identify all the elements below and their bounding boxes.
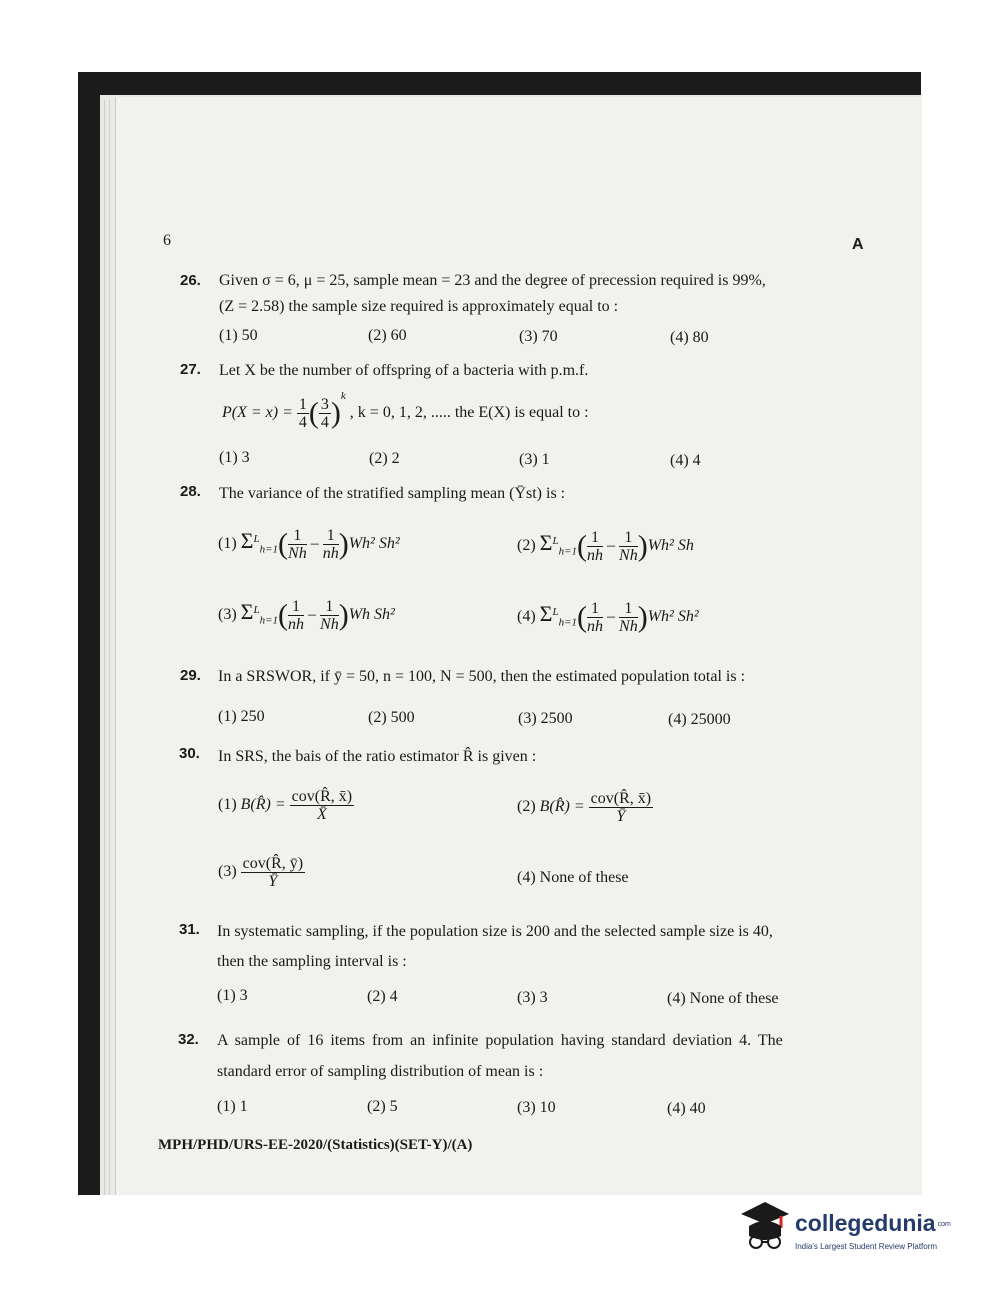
exam-page	[115, 97, 922, 1195]
question-number: 32.	[178, 1031, 199, 1048]
fraction	[587, 600, 603, 635]
sum-lower: h=1	[259, 543, 279, 556]
sum-upper: L	[552, 605, 559, 618]
option: (1) 1	[217, 1098, 248, 1115]
fraction	[288, 527, 307, 562]
paren: (	[308, 396, 319, 430]
fraction	[297, 396, 309, 431]
question-text: A sample of 16 items from an infinite population having standard deviation 4. The	[217, 1032, 783, 1049]
variance-option-3: (3) $\Sigma^L_{h=1}$( $\frac{1}{nh}$ – $\frac{1}{Nh}$ )Wh Sh²	[218, 598, 395, 633]
question-text: Given σ = 6, μ = 25, sample mean = 23 and the degree of precession required is 99%,	[219, 272, 766, 289]
fraction	[323, 527, 339, 562]
option-label: (2)	[517, 537, 536, 555]
sum-upper: L	[552, 534, 559, 547]
fraction	[619, 600, 638, 635]
numerator: 1	[320, 598, 339, 616]
option: (3) 10	[517, 1099, 556, 1116]
option-label: (4)	[517, 608, 536, 626]
question-number: 27.	[180, 361, 201, 378]
option: (1) 250	[218, 708, 265, 725]
bias-option-4	[517, 869, 629, 887]
denominator: Ȳ	[268, 873, 278, 890]
option-tail: Wh² Sh²	[647, 608, 699, 626]
exponent: k	[340, 390, 346, 402]
paren: )	[637, 600, 648, 634]
denominator: X̄	[316, 806, 327, 823]
fraction	[320, 598, 339, 633]
question-text: In SRS, the bais of the ratio estimator R̂ is given :	[218, 748, 537, 765]
paren: (	[278, 598, 289, 632]
fraction	[290, 788, 354, 823]
set-label: A	[852, 236, 864, 253]
numerator: 1	[619, 600, 638, 618]
option: (3) 3	[517, 989, 548, 1006]
sigma-symbol: Σ	[539, 530, 553, 556]
numerator: cov(R̂, x̄)	[291, 788, 353, 805]
pmf-formula	[222, 390, 589, 431]
paren: )	[338, 598, 349, 632]
bias-option-3	[218, 855, 305, 890]
denominator: Nh	[320, 616, 339, 633]
variance-option-4: (4) $\Sigma^L_{h=1}$( $\frac{1}{nh}$ – $\frac{1}{Nh}$ )Wh² Sh²	[517, 600, 699, 635]
option: (1) 3	[219, 449, 250, 466]
page-number: 6	[163, 232, 171, 249]
numerator: 1	[288, 527, 307, 545]
numerator: 1	[323, 527, 339, 545]
option-label: (2)	[517, 798, 536, 816]
question-text: In a SRSWOR, if ȳ = 50, n = 100, N = 500, then the estimated population total is :	[218, 668, 746, 685]
option: (4) 40	[667, 1100, 706, 1117]
fraction	[587, 529, 603, 564]
question-number: 29.	[180, 667, 201, 684]
numerator: cov(R̂, x̄)	[590, 790, 652, 807]
fraction	[619, 529, 638, 564]
denominator: nh	[587, 547, 604, 564]
option-tail: Wh Sh²	[348, 606, 395, 624]
paren: )	[637, 529, 648, 563]
fraction	[288, 598, 304, 633]
option: (2) 5	[367, 1098, 398, 1115]
option: (3) 2500	[518, 710, 573, 727]
option-tail: Wh² Sh	[647, 537, 694, 555]
fraction	[319, 396, 331, 431]
sum-upper: L	[253, 603, 260, 616]
option: (4) 25000	[668, 711, 731, 728]
question-text: Let X be the number of offspring of a bacteria with p.m.f.	[219, 362, 589, 379]
denominator: Nh	[288, 545, 307, 562]
denominator: nh	[288, 616, 305, 633]
option: (2) 500	[368, 709, 415, 726]
paren: )	[330, 396, 341, 430]
brand-domain-suffix: com	[937, 1221, 951, 1229]
sum-lower: h=1	[259, 614, 279, 627]
sigma-symbol: Σ	[240, 528, 254, 554]
paren: )	[338, 527, 349, 561]
paper-code-footer: MPH/PHD/URS-EE-2020/(Statistics)(SET-Y)/(A)	[158, 1137, 473, 1153]
option: (3) 70	[519, 328, 558, 345]
bias-option-2	[517, 790, 653, 825]
option-text: None of these	[539, 869, 629, 886]
denominator: Nh	[619, 618, 638, 635]
numerator: 1	[298, 395, 307, 413]
formula-lhs: B(R̂) =	[240, 796, 286, 814]
numerator: 1	[288, 598, 304, 616]
graduate-icon	[737, 1200, 793, 1256]
question-text: then the sampling interval is :	[217, 953, 407, 970]
fraction	[241, 855, 305, 890]
page-edge	[109, 100, 110, 1195]
option: (4) None of these	[667, 990, 779, 1007]
question-text: (Z = 2.58) the sample size required is approximately equal to :	[219, 298, 619, 315]
option-label: (3)	[218, 863, 237, 881]
option-label: (4)	[517, 869, 536, 886]
numerator: 3	[320, 395, 329, 413]
denominator: 4	[320, 413, 329, 431]
question-text: In systematic sampling, if the population size is 200 and the selected sample size is 40,	[217, 923, 773, 940]
option-label: (1)	[218, 796, 237, 814]
option: (1) 3	[217, 987, 248, 1004]
fraction	[589, 790, 653, 825]
page-edge	[104, 100, 105, 1195]
paren: (	[278, 527, 289, 561]
denominator: Ȳ	[616, 808, 626, 825]
sigma-symbol: Σ	[240, 599, 254, 625]
formula-rest: , k = 0, 1, 2, ..... the E(X) is equal to :	[349, 404, 589, 421]
collegedunia-logo	[737, 1200, 967, 1262]
question-number: 31.	[179, 921, 200, 938]
denominator: 4	[298, 413, 307, 431]
option: (4) 80	[670, 329, 709, 346]
formula-lhs: B(R̂) =	[539, 798, 585, 816]
question-number: 26.	[180, 272, 201, 289]
sigma-symbol: Σ	[539, 601, 553, 627]
bias-option-1	[218, 788, 354, 823]
brand-tagline: India's Largest Student Review Platform	[795, 1242, 938, 1251]
option: (2) 60	[368, 327, 407, 344]
paren: (	[577, 600, 588, 634]
numerator: 1	[619, 529, 638, 547]
option: (2) 4	[367, 988, 398, 1005]
option: (1) 50	[219, 327, 258, 344]
question-text: standard error of sampling distribution of mean is :	[217, 1063, 544, 1080]
question-number: 30.	[179, 745, 200, 762]
brand-wordmark: collegedunia	[795, 1210, 936, 1236]
brand-name	[795, 1210, 951, 1237]
option: (2) 2	[369, 450, 400, 467]
paren: (	[577, 529, 588, 563]
option-label: (3)	[218, 606, 237, 624]
denominator: Nh	[619, 547, 638, 564]
question-text: The variance of the stratified sampling mean (Ȳst) is :	[219, 485, 566, 502]
formula-lhs: P(X = x) =	[222, 404, 293, 421]
option-tail: Wh² Sh²	[348, 535, 400, 553]
variance-option-1: (1) $\Sigma^L_{h=1}$( $\frac{1}{Nh}$ – $\frac{1}{nh}$ )Wh² Sh²	[218, 527, 400, 562]
sum-lower: h=1	[558, 545, 578, 558]
question-number: 28.	[180, 483, 201, 500]
option-label: (1)	[218, 535, 237, 553]
sum-lower: h=1	[558, 616, 578, 629]
numerator: 1	[587, 600, 603, 618]
sum-upper: L	[253, 532, 260, 545]
option: (4) 4	[670, 452, 701, 469]
option: (3) 1	[519, 451, 550, 468]
denominator: nh	[587, 618, 604, 635]
numerator: 1	[587, 529, 603, 547]
numerator: cov(R̂, ȳ)	[242, 855, 304, 872]
denominator: nh	[322, 545, 339, 562]
variance-option-2: (2) $\Sigma^L_{h=1}$( $\frac{1}{nh}$ – $\frac{1}{Nh}$ )Wh² Sh	[517, 529, 694, 564]
